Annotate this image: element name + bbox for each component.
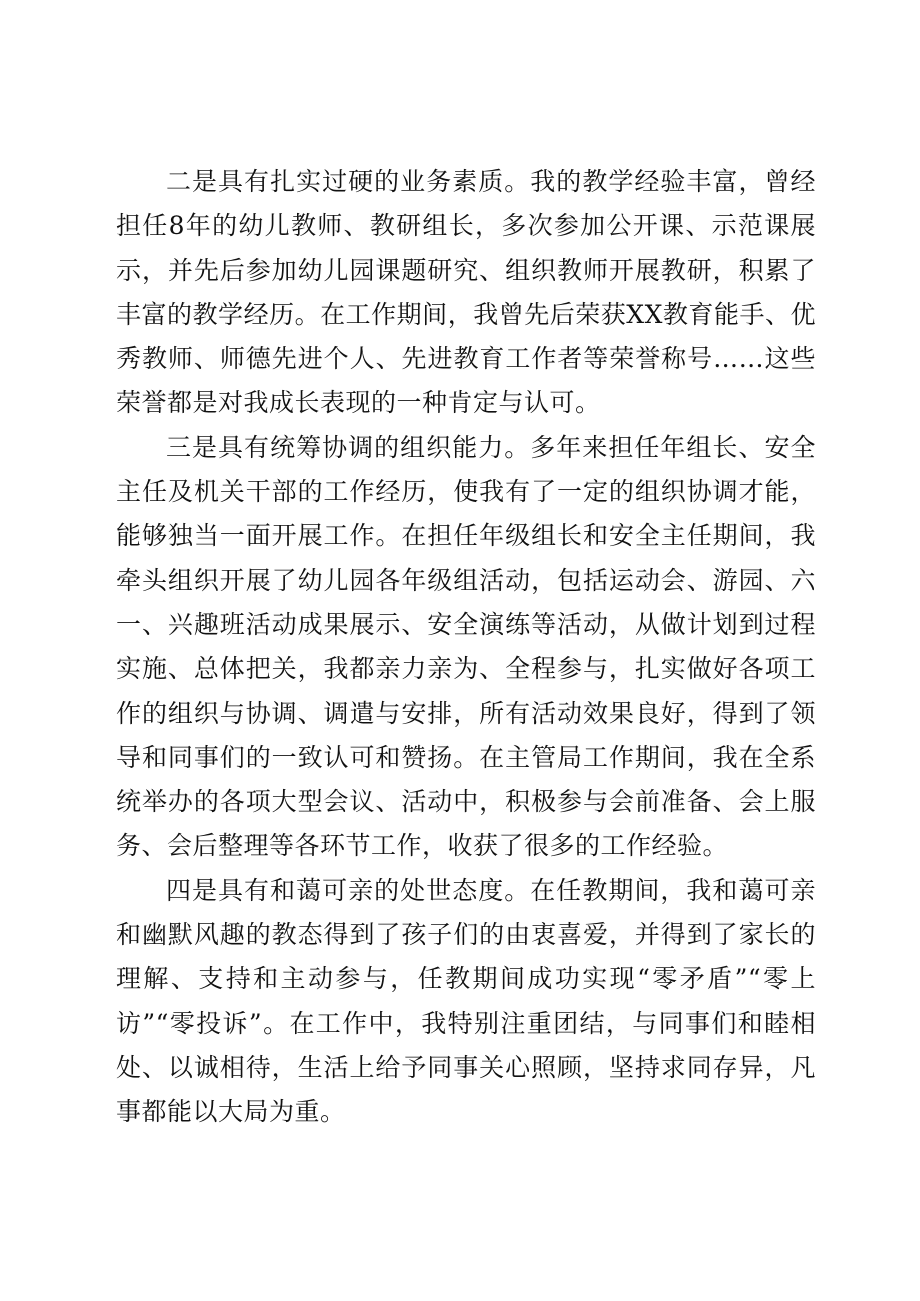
document-body bbox=[116, 160, 816, 1135]
paragraph-attitude: 四是具有和蔼可亲的处世态度。在任教期间，我和蔼可亲和幽默风趣的教态得到了孩子们的由衷喜爱，并得到了家长的理解、支持和主动参与，任教期间成功实现“零矛盾”“零上访”“零投诉”。在工作中，我特别注重团结，与同事们和睦相处、以诚相待，生活上给予同事关心照顾，坚持求同存异，凡事都能以大局为重。 bbox=[116, 875, 816, 1127]
paragraph-business-quality: 二是具有扎实过硬的业务素质。我的教学经验丰富，曾经担任8年的幼儿教师、教研组长，多次参加公开课、示范课展示，并先后参加幼儿园课题研究、组织教师开展教研，积累了丰富的教学经历。在工作期间，我曾先后荣获XX教育能手、优秀教师、师德先进个人、先进教育工作者等荣誉称号……这些荣誉都是对我成长表现的一种肯定与认可。 bbox=[116, 167, 816, 418]
paragraph-organization-ability: 三是具有统筹协调的组织能力。多年来担任年组长、安全主任及机关干部的工作经历，使我有了一定的组织协调才能，能够独当一面开展工作。在担任年级组长和安全主任期间，我牵头组织开展了幼儿园各年级组活动，包括运动会、游园、六一、兴趣班活动成果展示、安全演练等活动，从做计划到过程实施、总体把关，我都亲力亲为、全程参与，扎实做好各项工作的组织与协调、调遣与安排，所有活动效果良好，得到了领导和同事们的一致认可和赞扬。在主管局工作期间，我在全系统举办的各项大型会议、活动中，积极参与会前准备、会上服务、会后整理等各环节工作，收获了很多的工作经验。 bbox=[116, 432, 816, 861]
